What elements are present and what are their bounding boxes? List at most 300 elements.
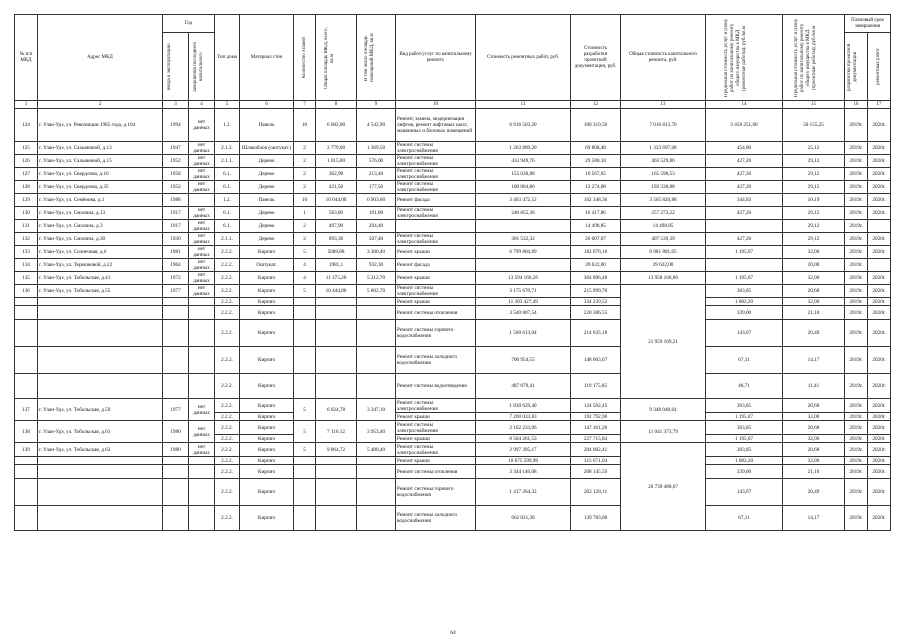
premises-area-cell: 213,40 bbox=[357, 168, 396, 181]
limit-design-cell: 29,12 bbox=[783, 181, 845, 194]
repair-cost-cell: 3 344 140,08 bbox=[476, 465, 571, 479]
wall-material-cell: Кирпич bbox=[240, 506, 294, 531]
column-number: 16 bbox=[845, 101, 868, 109]
commission-year-cell: 1958 bbox=[163, 168, 189, 181]
header-plan-deadline: Плановый срок завершения bbox=[845, 15, 891, 33]
design-cost-cell: 147 161,26 bbox=[571, 421, 621, 435]
wall-material-cell: Кирпич bbox=[240, 306, 294, 320]
total-area-cell: 1 015,80 bbox=[316, 155, 357, 168]
premises-area-cell: 4 542,90 bbox=[357, 109, 396, 142]
wall-material-cell: Оштукат. bbox=[240, 259, 294, 272]
wall-material-cell: Панель bbox=[240, 194, 294, 207]
wall-material-cell: Кирпич bbox=[240, 320, 294, 347]
wall-material-cell: Кирпич bbox=[240, 421, 294, 435]
address-cell bbox=[38, 457, 163, 465]
address-cell: г. Улан-Удэ, ул. Тобольская, д.59 bbox=[38, 399, 163, 421]
work-type-cell: Ремонт крыши bbox=[396, 435, 476, 443]
commission-year-cell bbox=[163, 374, 189, 399]
repair-deadline-cell: 2020г. bbox=[868, 181, 891, 194]
header-last-repair-year: завершения последнего капитального bbox=[192, 41, 204, 92]
repair-deadline-cell: 2020г. bbox=[868, 374, 891, 399]
floors-cell: 4 bbox=[294, 259, 316, 272]
table-row bbox=[15, 506, 891, 531]
repair-deadline-cell bbox=[868, 259, 891, 272]
mkd-number-cell: 137 bbox=[15, 399, 38, 421]
header-wall-material: Материал стен bbox=[240, 15, 294, 101]
last-repair-year-cell bbox=[189, 194, 215, 207]
floors-cell: 4 bbox=[294, 272, 316, 285]
commission-year-cell: 1980 bbox=[163, 443, 189, 457]
design-cost-cell: 119 175,85 bbox=[571, 374, 621, 399]
design-cost-cell: 315 671,04 bbox=[571, 457, 621, 465]
limit-design-cell: 20,68 bbox=[783, 443, 845, 457]
wall-material-cell: Кирпич bbox=[240, 298, 294, 306]
design-deadline-cell: 2019г. bbox=[845, 506, 868, 531]
header-floors: Количество этажей bbox=[301, 37, 307, 78]
house-type-cell: 2.2.2. bbox=[215, 413, 240, 421]
design-cost-cell: 220 386,55 bbox=[571, 306, 621, 320]
design-cost-cell: 69 808,48 bbox=[571, 142, 621, 155]
wall-material-cell: Кирпич bbox=[240, 246, 294, 259]
wall-material-cell: Шлакоблок (оштукат.) bbox=[240, 142, 294, 155]
design-cost-cell: 215 999,70 bbox=[571, 285, 621, 298]
design-deadline-cell: 2019г. bbox=[845, 374, 868, 399]
commission-year-cell: 1972 bbox=[163, 272, 189, 285]
premises-area-cell bbox=[357, 320, 396, 347]
design-deadline-cell: 2019г. bbox=[845, 220, 868, 233]
house-type-cell: 2.2.2. bbox=[215, 347, 240, 374]
premises-area-cell: 3 953,40 bbox=[357, 421, 396, 443]
design-deadline-cell: 2019г. bbox=[845, 347, 868, 374]
wall-material-cell: Кирпич bbox=[240, 285, 294, 298]
last-repair-year-cell bbox=[189, 457, 215, 465]
premises-area-cell: 294,40 bbox=[357, 220, 396, 233]
address-cell: г. Улан-Удэ, ул. Смолина, д.13 bbox=[38, 207, 163, 220]
address-cell: г. Улан-Удэ, ул. Терешковой, д.22 bbox=[38, 259, 163, 272]
design-cost-cell: 102 348,36 bbox=[571, 194, 621, 207]
house-type-cell: 2.2.2. bbox=[215, 374, 240, 399]
header-year: Год bbox=[163, 15, 215, 33]
mkd-number-cell: 136 bbox=[15, 285, 38, 298]
repair-deadline-cell: 2020г. bbox=[868, 506, 891, 531]
house-type-cell: 6.1. bbox=[215, 207, 240, 220]
table-row bbox=[15, 457, 891, 465]
commission-year-cell: 1964 bbox=[163, 259, 189, 272]
total-cost-cell: 165 598,53 bbox=[621, 168, 706, 181]
design-deadline-cell: 2019г. bbox=[845, 443, 868, 457]
total-cost-cell: 6 981 881,05 bbox=[621, 246, 706, 259]
limit-design-cell: 29,12 bbox=[783, 207, 845, 220]
table-row bbox=[15, 306, 891, 320]
limit-design-cell: 25,12 bbox=[783, 142, 845, 155]
address-cell: г. Улан-Удэ, ул. Солнечная, д.6 bbox=[38, 246, 163, 259]
floors-cell: 2 bbox=[294, 142, 316, 155]
limit-repair-cell: 427,20 bbox=[706, 168, 783, 181]
limit-repair-cell: 1 195,07 bbox=[706, 272, 783, 285]
floors-cell: 5 bbox=[294, 285, 316, 298]
work-type-cell: Ремонт системы водоотведения bbox=[396, 374, 476, 399]
commission-year-cell: 1988 bbox=[163, 194, 189, 207]
wall-material-cell: Дерево bbox=[240, 207, 294, 220]
limit-repair-cell: 1 195,07 bbox=[706, 413, 783, 421]
house-type-cell: 2.2.2. bbox=[215, 399, 240, 413]
house-type-cell: 6.1. bbox=[215, 181, 240, 194]
design-cost-cell: 16 417,86 bbox=[571, 207, 621, 220]
work-type-cell: Ремонт системы электроснабжения bbox=[396, 399, 476, 413]
house-type-cell: 2.2.2. bbox=[215, 506, 240, 531]
last-repair-year-cell: нет данных bbox=[189, 168, 215, 181]
address-cell: г. Улан-Удэ, ул. Тобольская, д.61 bbox=[38, 421, 163, 443]
address-cell bbox=[38, 374, 163, 399]
repair-deadline-cell: 2020г. bbox=[868, 479, 891, 506]
commission-year-cell: 1952 bbox=[163, 181, 189, 194]
design-cost-cell: 124 592,45 bbox=[571, 399, 621, 413]
commission-year-cell bbox=[163, 457, 189, 465]
limit-design-cell: 29,12 bbox=[783, 233, 845, 246]
address-cell: г. Улан-Удэ, ул. Свердлова, д.35 bbox=[38, 181, 163, 194]
mkd-number-cell: 125 bbox=[15, 142, 38, 155]
wall-material-cell: Кирпич bbox=[240, 413, 294, 421]
last-repair-year-cell: нет данных bbox=[189, 421, 215, 443]
column-number: 14 bbox=[706, 101, 783, 109]
mkd-number-cell bbox=[15, 465, 38, 479]
repair-cost-cell: 6 916 503,20 bbox=[476, 109, 571, 142]
wall-material-cell: Дерево bbox=[240, 220, 294, 233]
total-cost-cell: 9 348 048,64 bbox=[621, 399, 706, 421]
wall-material-cell: Панель bbox=[240, 109, 294, 142]
header-total-area: Общая площадь МКД, всего, кв.м bbox=[324, 26, 336, 89]
work-type-cell: Ремонт крыши bbox=[396, 413, 476, 421]
limit-repair-cell: 1 082,20 bbox=[706, 457, 783, 465]
limit-repair-cell: 1 082,20 bbox=[706, 298, 783, 306]
total-area-cell bbox=[316, 465, 357, 479]
column-number: 3 bbox=[163, 101, 189, 109]
repair-cost-cell: 662 021,36 bbox=[476, 506, 571, 531]
mkd-number-cell bbox=[15, 306, 38, 320]
table-row bbox=[15, 109, 891, 142]
header-total-cost: Общая стоимость капитального ремонта, руб. bbox=[621, 15, 706, 101]
repair-cost-cell: 433 949,76 bbox=[476, 155, 571, 168]
table-row bbox=[15, 142, 891, 155]
repair-cost-cell bbox=[476, 259, 571, 272]
design-cost-cell: 192 792,96 bbox=[571, 413, 621, 421]
limit-repair-cell: 67,11 bbox=[706, 347, 783, 374]
limit-design-cell: 10,19 bbox=[783, 194, 845, 207]
total-area-cell bbox=[316, 506, 357, 531]
work-type-cell: Ремонт системы холодного водоснабжения bbox=[396, 347, 476, 374]
limit-design-cell: 32,00 bbox=[783, 457, 845, 465]
address-cell: г. Улан-Удэ, ул. Тобольская, д.41 bbox=[38, 272, 163, 285]
design-deadline-cell: 2019г. bbox=[845, 465, 868, 479]
total-area-cell bbox=[316, 479, 357, 506]
repair-cost-cell: 381 532,32 bbox=[476, 233, 571, 246]
total-area-cell bbox=[316, 374, 357, 399]
repair-cost-cell: 1 417 264,32 bbox=[476, 479, 571, 506]
commission-year-cell bbox=[163, 465, 189, 479]
repair-cost-cell: 11 303 427,49 bbox=[476, 298, 571, 306]
repair-deadline-cell: 2020г. bbox=[868, 347, 891, 374]
last-repair-year-cell: нет данных bbox=[189, 109, 215, 142]
limit-design-cell: 20,68 bbox=[783, 399, 845, 413]
mkd-number-cell: 138 bbox=[15, 421, 38, 443]
repair-deadline-cell: 2020г. bbox=[868, 306, 891, 320]
total-area-cell: 9 864,72 bbox=[316, 443, 357, 457]
limit-repair-cell: 344,83 bbox=[706, 194, 783, 207]
floors-cell: 2 bbox=[294, 233, 316, 246]
total-area-cell: 421,50 bbox=[316, 181, 357, 194]
total-area-cell: 893,30 bbox=[316, 233, 357, 246]
table-row bbox=[15, 220, 891, 233]
wall-material-cell: Кирпич bbox=[240, 347, 294, 374]
repair-cost-cell: 700 954,55 bbox=[476, 347, 571, 374]
commission-year-cell bbox=[163, 306, 189, 320]
limit-repair-cell: 303,85 bbox=[706, 285, 783, 298]
mkd-number-cell: 131 bbox=[15, 220, 38, 233]
wall-material-cell: Дерево bbox=[240, 155, 294, 168]
commission-year-cell: 1952 bbox=[163, 155, 189, 168]
limit-design-cell: 11,41 bbox=[783, 374, 845, 399]
premises-area-cell: 507,40 bbox=[357, 233, 396, 246]
repair-deadline-cell: 2020г. bbox=[868, 109, 891, 142]
commission-year-cell: 1977 bbox=[163, 399, 189, 421]
floors-cell: 2 bbox=[294, 181, 316, 194]
column-number: 17 bbox=[868, 101, 891, 109]
column-number: 2 bbox=[38, 101, 163, 109]
column-number: 7 bbox=[294, 101, 316, 109]
work-type-cell: Ремонт системы горячего водоснабжения bbox=[396, 479, 476, 506]
commission-year-cell: 1947 bbox=[163, 142, 189, 155]
last-repair-year-cell: нет данных bbox=[189, 142, 215, 155]
design-deadline-cell: 2019г. bbox=[845, 421, 868, 435]
total-cost-cell: 407 539,39 bbox=[621, 233, 706, 246]
floors-cell: 2 bbox=[294, 155, 316, 168]
repair-deadline-cell: 2020г. bbox=[868, 194, 891, 207]
address-cell bbox=[38, 479, 163, 506]
total-cost-cell: 13 958 166,66 bbox=[621, 272, 706, 285]
house-type-cell: 2.1.1. bbox=[215, 155, 240, 168]
total-area-cell: 5689,88 bbox=[316, 246, 357, 259]
floors-cell: 2 bbox=[294, 220, 316, 233]
floors-cell bbox=[294, 306, 316, 320]
commission-year-cell: 1994 bbox=[163, 109, 189, 142]
wall-material-cell: Дерево bbox=[240, 181, 294, 194]
work-type-cell: Ремонт системы электроснабжения bbox=[396, 142, 476, 155]
repair-deadline-cell: 2020г. bbox=[868, 298, 891, 306]
address-cell: г. Улан-Удэ, ул. Сахьяновой, д.15 bbox=[38, 155, 163, 168]
address-cell: г. Улан-Удэ, ул. Смолина, д.30 bbox=[38, 233, 163, 246]
limit-design-cell: 29,12 bbox=[783, 155, 845, 168]
design-cost-cell: 29 580,10 bbox=[571, 155, 621, 168]
last-repair-year-cell: нет данных bbox=[189, 246, 215, 259]
table-row bbox=[15, 259, 891, 272]
design-cost-cell: 26 007,07 bbox=[571, 233, 621, 246]
work-type-cell: Ремонт системы электроснабжения bbox=[396, 443, 476, 457]
last-repair-year-cell bbox=[189, 320, 215, 347]
work-type-cell: Ремонт системы электроснабжения bbox=[396, 285, 476, 298]
commission-year-cell: 1977 bbox=[163, 285, 189, 298]
address-cell bbox=[38, 347, 163, 374]
last-repair-year-cell: нет данных bbox=[189, 220, 215, 233]
header-work-type: Вид работ/услуг по капитальному ремонту bbox=[396, 15, 476, 101]
premises-area-cell bbox=[357, 479, 396, 506]
work-type-cell: Ремонт системы горячего водоснабжения bbox=[396, 320, 476, 347]
floors-cell: 5 bbox=[294, 399, 316, 421]
commission-year-cell bbox=[163, 298, 189, 306]
last-repair-year-cell bbox=[189, 479, 215, 506]
premises-area-cell bbox=[357, 347, 396, 374]
premises-area-cell bbox=[357, 465, 396, 479]
limit-repair-cell: 143,67 bbox=[706, 320, 783, 347]
floors-cell bbox=[294, 298, 316, 306]
address-cell: г. Улан-Удэ, ул. Революции 1905 года, д.104 bbox=[38, 109, 163, 142]
commission-year-cell: 1917 bbox=[163, 220, 189, 233]
limit-repair-cell: 454,80 bbox=[706, 142, 783, 155]
column-number: 13 bbox=[621, 101, 706, 109]
design-cost-cell: 208 145,59 bbox=[571, 465, 621, 479]
wall-material-cell: Кирпич bbox=[240, 465, 294, 479]
work-type-cell: Ремонт системы электроснабжения bbox=[396, 233, 476, 246]
wall-material-cell: Дерево bbox=[240, 233, 294, 246]
mkd-number-cell bbox=[15, 298, 38, 306]
premises-area-cell: 3 300,40 bbox=[357, 246, 396, 259]
mkd-number-cell bbox=[15, 506, 38, 531]
work-type-cell: Ремонт системы электроснабжения bbox=[396, 155, 476, 168]
premises-area-cell: 5 212,70 bbox=[357, 272, 396, 285]
column-number: 1 bbox=[15, 101, 38, 109]
limit-repair-cell: 303,85 bbox=[706, 443, 783, 457]
table-row bbox=[15, 347, 891, 374]
repair-deadline-cell: 2020г. bbox=[868, 233, 891, 246]
limit-repair-cell: 339,00 bbox=[706, 306, 783, 320]
floors-cell bbox=[294, 347, 316, 374]
limit-repair-cell: 303,85 bbox=[706, 421, 783, 435]
work-type-cell: Ремонт фасада bbox=[396, 194, 476, 207]
total-area-cell bbox=[316, 298, 357, 306]
repair-cost-cell: 3 540 807,54 bbox=[476, 306, 571, 320]
total-area-cell: 10 444,86 bbox=[316, 285, 357, 298]
design-deadline-cell: 2019г. bbox=[845, 259, 868, 272]
floors-cell: 5 bbox=[294, 246, 316, 259]
design-cost-cell: 214 035,18 bbox=[571, 320, 621, 347]
design-deadline-cell: 2019г. bbox=[845, 285, 868, 298]
total-area-cell: 497,90 bbox=[316, 220, 357, 233]
work-type-cell: Ремонт системы холодного водоснабжения bbox=[396, 506, 476, 531]
repair-cost-cell: 8 504 261,53 bbox=[476, 435, 571, 443]
limit-repair-cell: 427,20 bbox=[706, 181, 783, 194]
repair-deadline-cell: 2020г. bbox=[868, 246, 891, 259]
repair-cost-cell: 1 263 889,20 bbox=[476, 142, 571, 155]
design-deadline-cell: 2019г. bbox=[845, 479, 868, 506]
address-cell: г. Улан-Удэ, ул. Сахьяновой, д.13 bbox=[38, 142, 163, 155]
total-area-cell bbox=[316, 347, 357, 374]
header-address: Адрес МКД bbox=[38, 15, 163, 101]
design-deadline-cell: 2019г. bbox=[845, 233, 868, 246]
total-cost-cell: 257 273,22 bbox=[621, 207, 706, 220]
limit-repair-cell: 1 195,07 bbox=[706, 246, 783, 259]
table-row bbox=[15, 465, 891, 479]
column-number: 6 bbox=[240, 101, 294, 109]
premises-area-cell: 1 369,50 bbox=[357, 142, 396, 155]
total-cost-cell: 20 739 488,67 bbox=[621, 443, 706, 531]
premises-area-cell bbox=[357, 457, 396, 465]
design-cost-cell: 364 006,40 bbox=[571, 272, 621, 285]
work-type-cell: Ремонт системы электроснабжения bbox=[396, 181, 476, 194]
header-limit-design: Предельная стоимость услуг и (или) работ по капитальному ремонту общего имущества в МКД (проектные работы), руб./кв.м bbox=[793, 18, 817, 97]
limit-design-cell: 32,00 bbox=[783, 246, 845, 259]
page-number: 64 bbox=[450, 630, 456, 636]
commission-year-cell bbox=[163, 347, 189, 374]
mkd-number-cell: 129 bbox=[15, 194, 38, 207]
total-cost-cell: 192 338,88 bbox=[621, 181, 706, 194]
repair-cost-cell: 7 200 033,83 bbox=[476, 413, 571, 421]
last-repair-year-cell bbox=[189, 506, 215, 531]
total-cost-cell: 1 333 697,68 bbox=[621, 142, 706, 155]
address-cell bbox=[38, 465, 163, 479]
limit-design-cell: 29,12 bbox=[783, 168, 845, 181]
last-repair-year-cell: нет данных bbox=[189, 181, 215, 194]
repair-cost-cell: 3 175 670,71 bbox=[476, 285, 571, 298]
repair-deadline-cell: 2020г. bbox=[868, 142, 891, 155]
floors-cell: 5 bbox=[294, 443, 316, 457]
table-row bbox=[15, 194, 891, 207]
house-type-cell: 1.2. bbox=[215, 194, 240, 207]
mkd-number-cell: 128 bbox=[15, 181, 38, 194]
last-repair-year-cell bbox=[189, 306, 215, 320]
header-premises-area: В том числе площадь помещений МКД, кв.м bbox=[364, 33, 376, 82]
limit-repair-cell: 67,11 bbox=[706, 506, 783, 531]
design-deadline-cell: 2019г. bbox=[845, 457, 868, 465]
total-cost-cell: 11 041 373,79 bbox=[621, 421, 706, 443]
wall-material-cell: Дерево bbox=[240, 168, 294, 181]
repair-deadline-cell bbox=[868, 220, 891, 233]
work-type-cell: Ремонт системы отопления bbox=[396, 465, 476, 479]
last-repair-year-cell bbox=[189, 298, 215, 306]
mkd-number-cell: 130 bbox=[15, 207, 38, 220]
premises-area-cell: 177,50 bbox=[357, 181, 396, 194]
wall-material-cell: Кирпич bbox=[240, 399, 294, 413]
design-deadline-cell: 2019г. bbox=[845, 246, 868, 259]
work-type-cell: Ремонт системы электроснабжения bbox=[396, 421, 476, 435]
design-cost-cell: 334 239,52 bbox=[571, 298, 621, 306]
design-deadline-cell: 2019г. bbox=[845, 207, 868, 220]
total-area-cell: 7 116,12 bbox=[316, 421, 357, 443]
house-type-cell: 2.2.2. bbox=[215, 259, 240, 272]
table-row bbox=[15, 443, 891, 457]
house-type-cell: 2.2.2. bbox=[215, 457, 240, 465]
last-repair-year-cell: нет данных bbox=[189, 233, 215, 246]
design-cost-cell: 202 128,11 bbox=[571, 479, 621, 506]
column-number: 5 bbox=[215, 101, 240, 109]
table-row bbox=[15, 479, 891, 506]
work-type-cell: Ремонт крыши bbox=[396, 457, 476, 465]
total-cost-cell: 3 565 820,88 bbox=[621, 194, 706, 207]
floors-cell: 10 bbox=[294, 109, 316, 142]
limit-design-cell: 21,10 bbox=[783, 306, 845, 320]
house-type-cell: 2.2.2. bbox=[215, 306, 240, 320]
premises-area-cell: 191,80 bbox=[357, 207, 396, 220]
house-type-cell: 2.2.2. bbox=[215, 272, 240, 285]
limit-design-cell: 32,00 bbox=[783, 435, 845, 443]
house-type-cell: 2.1.2. bbox=[215, 142, 240, 155]
house-type-cell: 2.2.2. bbox=[215, 285, 240, 298]
work-type-cell: Ремонт крыши bbox=[396, 246, 476, 259]
table-row bbox=[15, 399, 891, 413]
design-cost-cell: 204 002,41 bbox=[571, 443, 621, 457]
header-design-cost: Стоимость разработки проектной документации, руб. bbox=[571, 15, 621, 101]
table-row bbox=[15, 421, 891, 435]
wall-material-cell: Кирпич bbox=[240, 443, 294, 457]
limit-design-cell: 20,68 bbox=[783, 421, 845, 435]
